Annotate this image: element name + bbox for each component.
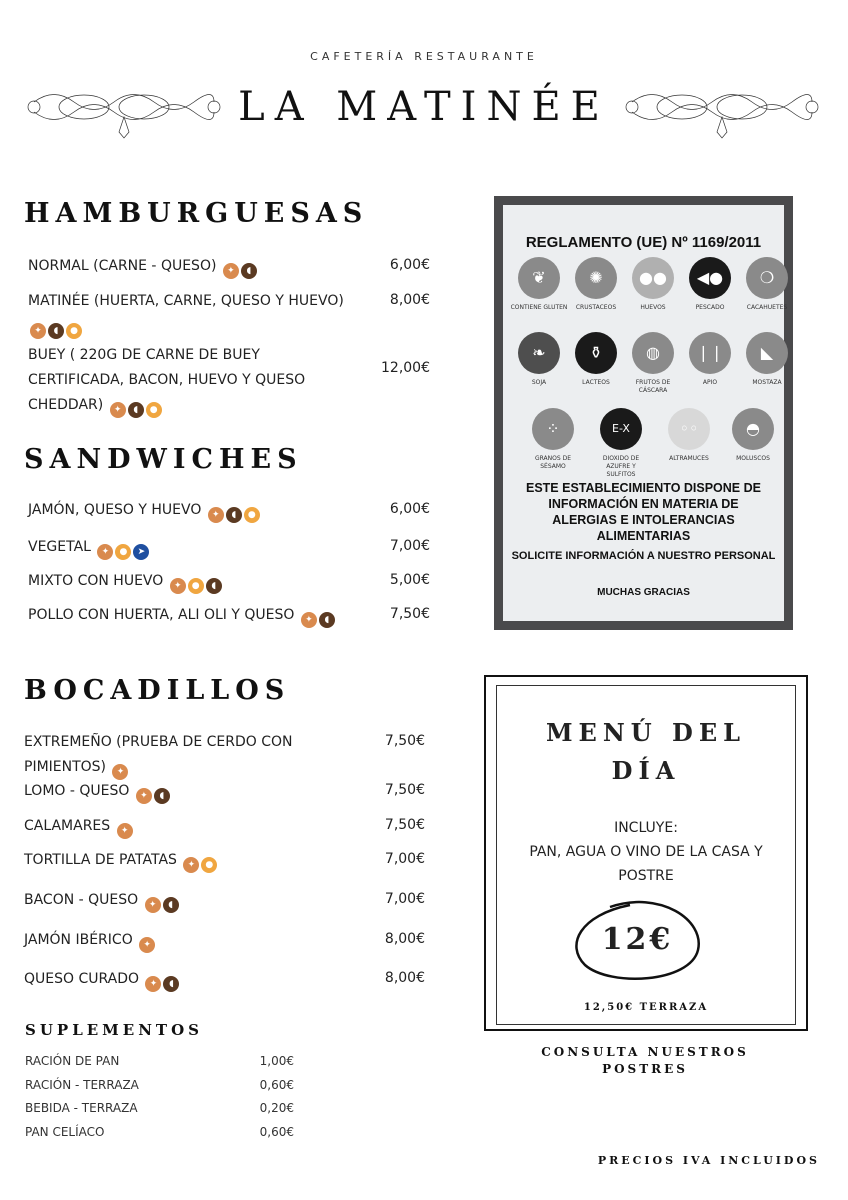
- item-price: 7,00€: [389, 538, 430, 554]
- menu-item: [24, 967, 324, 992]
- gluten-allergen-icon: ✦: [110, 402, 126, 418]
- item-name: EXTREMEÑO (PRUEBA DE CERDO CON PIMIENTOS): [24, 734, 293, 775]
- item-name: NORMAL (CARNE - QUESO): [28, 258, 217, 274]
- huevos-allergen-icon: ●: [201, 857, 217, 873]
- item-name: CALAMARES: [24, 818, 111, 834]
- gluten-allergen-icon: ✦: [117, 823, 133, 839]
- item-price: 7,00€: [384, 851, 425, 867]
- huevos-allergen-icon: ●: [188, 578, 204, 594]
- item-price: 6,00€: [389, 257, 430, 273]
- title-line-2: DÍA: [611, 756, 681, 785]
- huevos-allergen-icon: ●: [244, 507, 260, 523]
- section-title: HAMBURGUESAS: [24, 198, 369, 229]
- peanut-icon: ❍: [746, 257, 788, 299]
- suplemento-price: 0,60€: [259, 1077, 294, 1092]
- restaurant-title: LA MATINÉE: [238, 84, 610, 130]
- item-price: 8,00€: [384, 970, 425, 986]
- suplemento-price: 0,60€: [259, 1124, 294, 1139]
- menu-item: [24, 814, 324, 839]
- allergen-label: DIOXIDO DE AZUFRE Y SULFITOS: [602, 455, 640, 478]
- allergen-entry: [566, 257, 626, 312]
- allergen-label: APIO: [702, 379, 718, 386]
- menu-item: [28, 254, 358, 279]
- allergen-entry: [509, 257, 569, 312]
- allergen-label: CACAHUETES: [746, 304, 788, 311]
- allergen-label: MOSTAZA: [752, 379, 782, 386]
- gluten-allergen-icon: ✦: [97, 544, 113, 560]
- allergen-entry: [723, 408, 783, 463]
- lupin-icon: ◦◦: [668, 408, 710, 450]
- allergen-entry: [523, 408, 583, 471]
- vat-note: PRECIOS IVA INCLUIDOS: [597, 1154, 820, 1167]
- lacteos-allergen-icon: ◖: [48, 323, 64, 339]
- suplemento-name: RACIÓN DE PAN: [25, 1054, 120, 1068]
- item-price: 8,00€: [384, 931, 425, 947]
- wheat-icon: ❦: [518, 257, 560, 299]
- item-name: MIXTO CON HUEVO: [28, 573, 164, 589]
- menu-item: [24, 848, 324, 873]
- allergen-entry: [680, 332, 740, 387]
- menu-del-dia-title: [484, 714, 808, 790]
- shell-icon: ◓: [732, 408, 774, 450]
- menu-item: [28, 569, 388, 594]
- menu-item: [28, 289, 348, 339]
- menu-item: [24, 730, 324, 780]
- item-price: 7,50€: [384, 782, 425, 798]
- menu-item: [28, 343, 328, 418]
- allergen-label: MOLUSCOS: [736, 455, 770, 462]
- item-price: 7,50€: [384, 733, 425, 749]
- lacteos-allergen-icon: ◖: [154, 788, 170, 804]
- allergen-entry: [737, 257, 797, 312]
- lacteos-allergen-icon: ◖: [163, 976, 179, 992]
- item-name: POLLO CON HUERTA, ALI OLI Y QUESO: [28, 607, 295, 623]
- item-name: VEGETAL: [28, 539, 91, 555]
- allergen-entry: [680, 257, 740, 312]
- allergen-entry: [509, 332, 569, 387]
- allergen-label: ALTRAMUCES: [669, 455, 709, 462]
- allergen-entry: [591, 408, 651, 479]
- menu-item: [28, 535, 388, 560]
- allergen-entry: [623, 332, 683, 395]
- walnut-icon: ◍: [632, 332, 674, 374]
- item-price: 7,50€: [384, 817, 425, 833]
- allergen-label: CRUSTACEOS: [575, 304, 617, 311]
- item-price: 12,00€: [381, 360, 430, 376]
- menu-item: [24, 888, 324, 913]
- subtitle: CAFETERÍA RESTAURANTE: [310, 50, 538, 63]
- title-line-1: MENÚ DEL: [545, 718, 747, 747]
- soy-icon: ❧: [518, 332, 560, 374]
- terrace-price: 12,50€ TERRAZA: [583, 1002, 709, 1013]
- section-title: BOCADILLOS: [24, 675, 291, 706]
- allergen-label: SOJA: [531, 379, 547, 386]
- fish-icon: ◀●: [689, 257, 731, 299]
- allergen-entry: [623, 257, 683, 312]
- allergen-entry: [566, 332, 626, 387]
- pescado-allergen-icon: ➤: [133, 544, 149, 560]
- suplemento-name: PAN CELÍACO: [25, 1124, 105, 1139]
- allergen-label: LACTEOS: [582, 379, 610, 386]
- menu-item: [24, 928, 324, 953]
- desserts-note: CONSULTA NUESTROS POSTRES: [541, 1045, 749, 1076]
- ornament-right-icon: [622, 82, 822, 142]
- item-name: MATINÉE (HUERTA, CARNE, QUESO Y HUEVO): [28, 293, 344, 309]
- allergen-label: CONTIENE GLUTEN: [510, 304, 568, 311]
- allergen-label: FRUTOS DE CÁSCARA: [635, 379, 671, 394]
- lacteos-allergen-icon: ◖: [241, 263, 257, 279]
- item-price: 8,00€: [389, 292, 430, 308]
- allergen-entry: [659, 408, 719, 463]
- item-name: BUEY ( 220G DE CARNE DE BUEY CERTIFICADA, BACON, HUEVO Y QUESO CHEDDAR): [28, 347, 306, 413]
- suplemento-name: RACIÓN - TERRAZA: [25, 1077, 139, 1092]
- huevos-allergen-icon: ●: [66, 323, 82, 339]
- suplemento-price: 1,00€: [259, 1054, 294, 1068]
- allergen-label: PESCADO: [695, 304, 725, 311]
- item-name: LOMO - QUESO: [24, 783, 130, 799]
- suplementos-title: SUPLEMENTOS: [25, 1021, 203, 1039]
- poster-message: ESTE ESTABLECIMIENTO DISPONE DE INFORMACIÓN EN MATERIA DE ALERGIAS E INTOLERANCIAS ALIMENTARIAS: [526, 481, 761, 543]
- menu-item: [24, 779, 324, 804]
- item-price: 7,50€: [389, 606, 430, 622]
- crab-icon: ✺: [575, 257, 617, 299]
- eggs-icon: ●●: [632, 257, 674, 299]
- gluten-allergen-icon: ✦: [223, 263, 239, 279]
- milk-jug-icon: ⚱: [575, 332, 617, 374]
- lacteos-allergen-icon: ◖: [226, 507, 242, 523]
- gluten-allergen-icon: ✦: [170, 578, 186, 594]
- huevos-allergen-icon: ●: [146, 402, 162, 418]
- section-title: SANDWICHES: [24, 444, 303, 475]
- item-name: BACON - QUESO: [24, 892, 139, 908]
- gluten-allergen-icon: ✦: [183, 857, 199, 873]
- menu-price: 12€: [601, 922, 674, 957]
- lacteos-allergen-icon: ◖: [128, 402, 144, 418]
- poster-request: SOLICITE INFORMACIÓN A NUESTRO PERSONAL: [511, 550, 776, 562]
- menu-item: [28, 498, 388, 523]
- suplemento-name: BEBIDA - TERRAZA: [25, 1101, 138, 1115]
- item-price: 7,00€: [384, 891, 425, 907]
- includes-label: INCLUYE:: [614, 820, 678, 836]
- allergen-label: HUEVOS: [640, 304, 666, 311]
- lacteos-allergen-icon: ◖: [206, 578, 222, 594]
- gluten-allergen-icon: ✦: [301, 612, 317, 628]
- menu-item: [28, 603, 388, 628]
- gluten-allergen-icon: ✦: [112, 764, 128, 780]
- sesame-icon: ⁘: [532, 408, 574, 450]
- allergen-label: GRANOS DE SÉSAMO: [534, 455, 572, 470]
- item-name: TORTILLA DE PATATAS: [24, 852, 177, 868]
- huevos-allergen-icon: ●: [115, 544, 131, 560]
- celery-icon: ❘❘: [689, 332, 731, 374]
- sulfites-icon: E-X: [600, 408, 642, 450]
- gluten-allergen-icon: ✦: [208, 507, 224, 523]
- mustard-icon: ◣: [746, 332, 788, 374]
- item-price: 6,00€: [389, 501, 430, 517]
- gluten-allergen-icon: ✦: [136, 788, 152, 804]
- item-name: JAMÓN, QUESO Y HUEVO: [28, 502, 202, 518]
- includes-text: PAN, AGUA O VINO DE LA CASA Y POSTRE: [529, 844, 763, 884]
- gluten-allergen-icon: ✦: [139, 937, 155, 953]
- allergen-poster: [494, 196, 793, 630]
- lacteos-allergen-icon: ◖: [319, 612, 335, 628]
- poster-thanks: MUCHAS GRACIAS: [597, 587, 690, 598]
- suplemento-price: 0,20€: [259, 1101, 294, 1115]
- item-price: 5,00€: [389, 572, 430, 588]
- gluten-allergen-icon: ✦: [30, 323, 46, 339]
- item-name: JAMÓN IBÉRICO: [24, 932, 133, 948]
- poster-title: REGLAMENTO (UE) Nº 1169/2011: [525, 234, 762, 251]
- item-name: QUESO CURADO: [24, 971, 140, 987]
- gluten-allergen-icon: ✦: [145, 976, 161, 992]
- gluten-allergen-icon: ✦: [145, 897, 161, 913]
- lacteos-allergen-icon: ◖: [163, 897, 179, 913]
- allergen-entry: [737, 332, 797, 387]
